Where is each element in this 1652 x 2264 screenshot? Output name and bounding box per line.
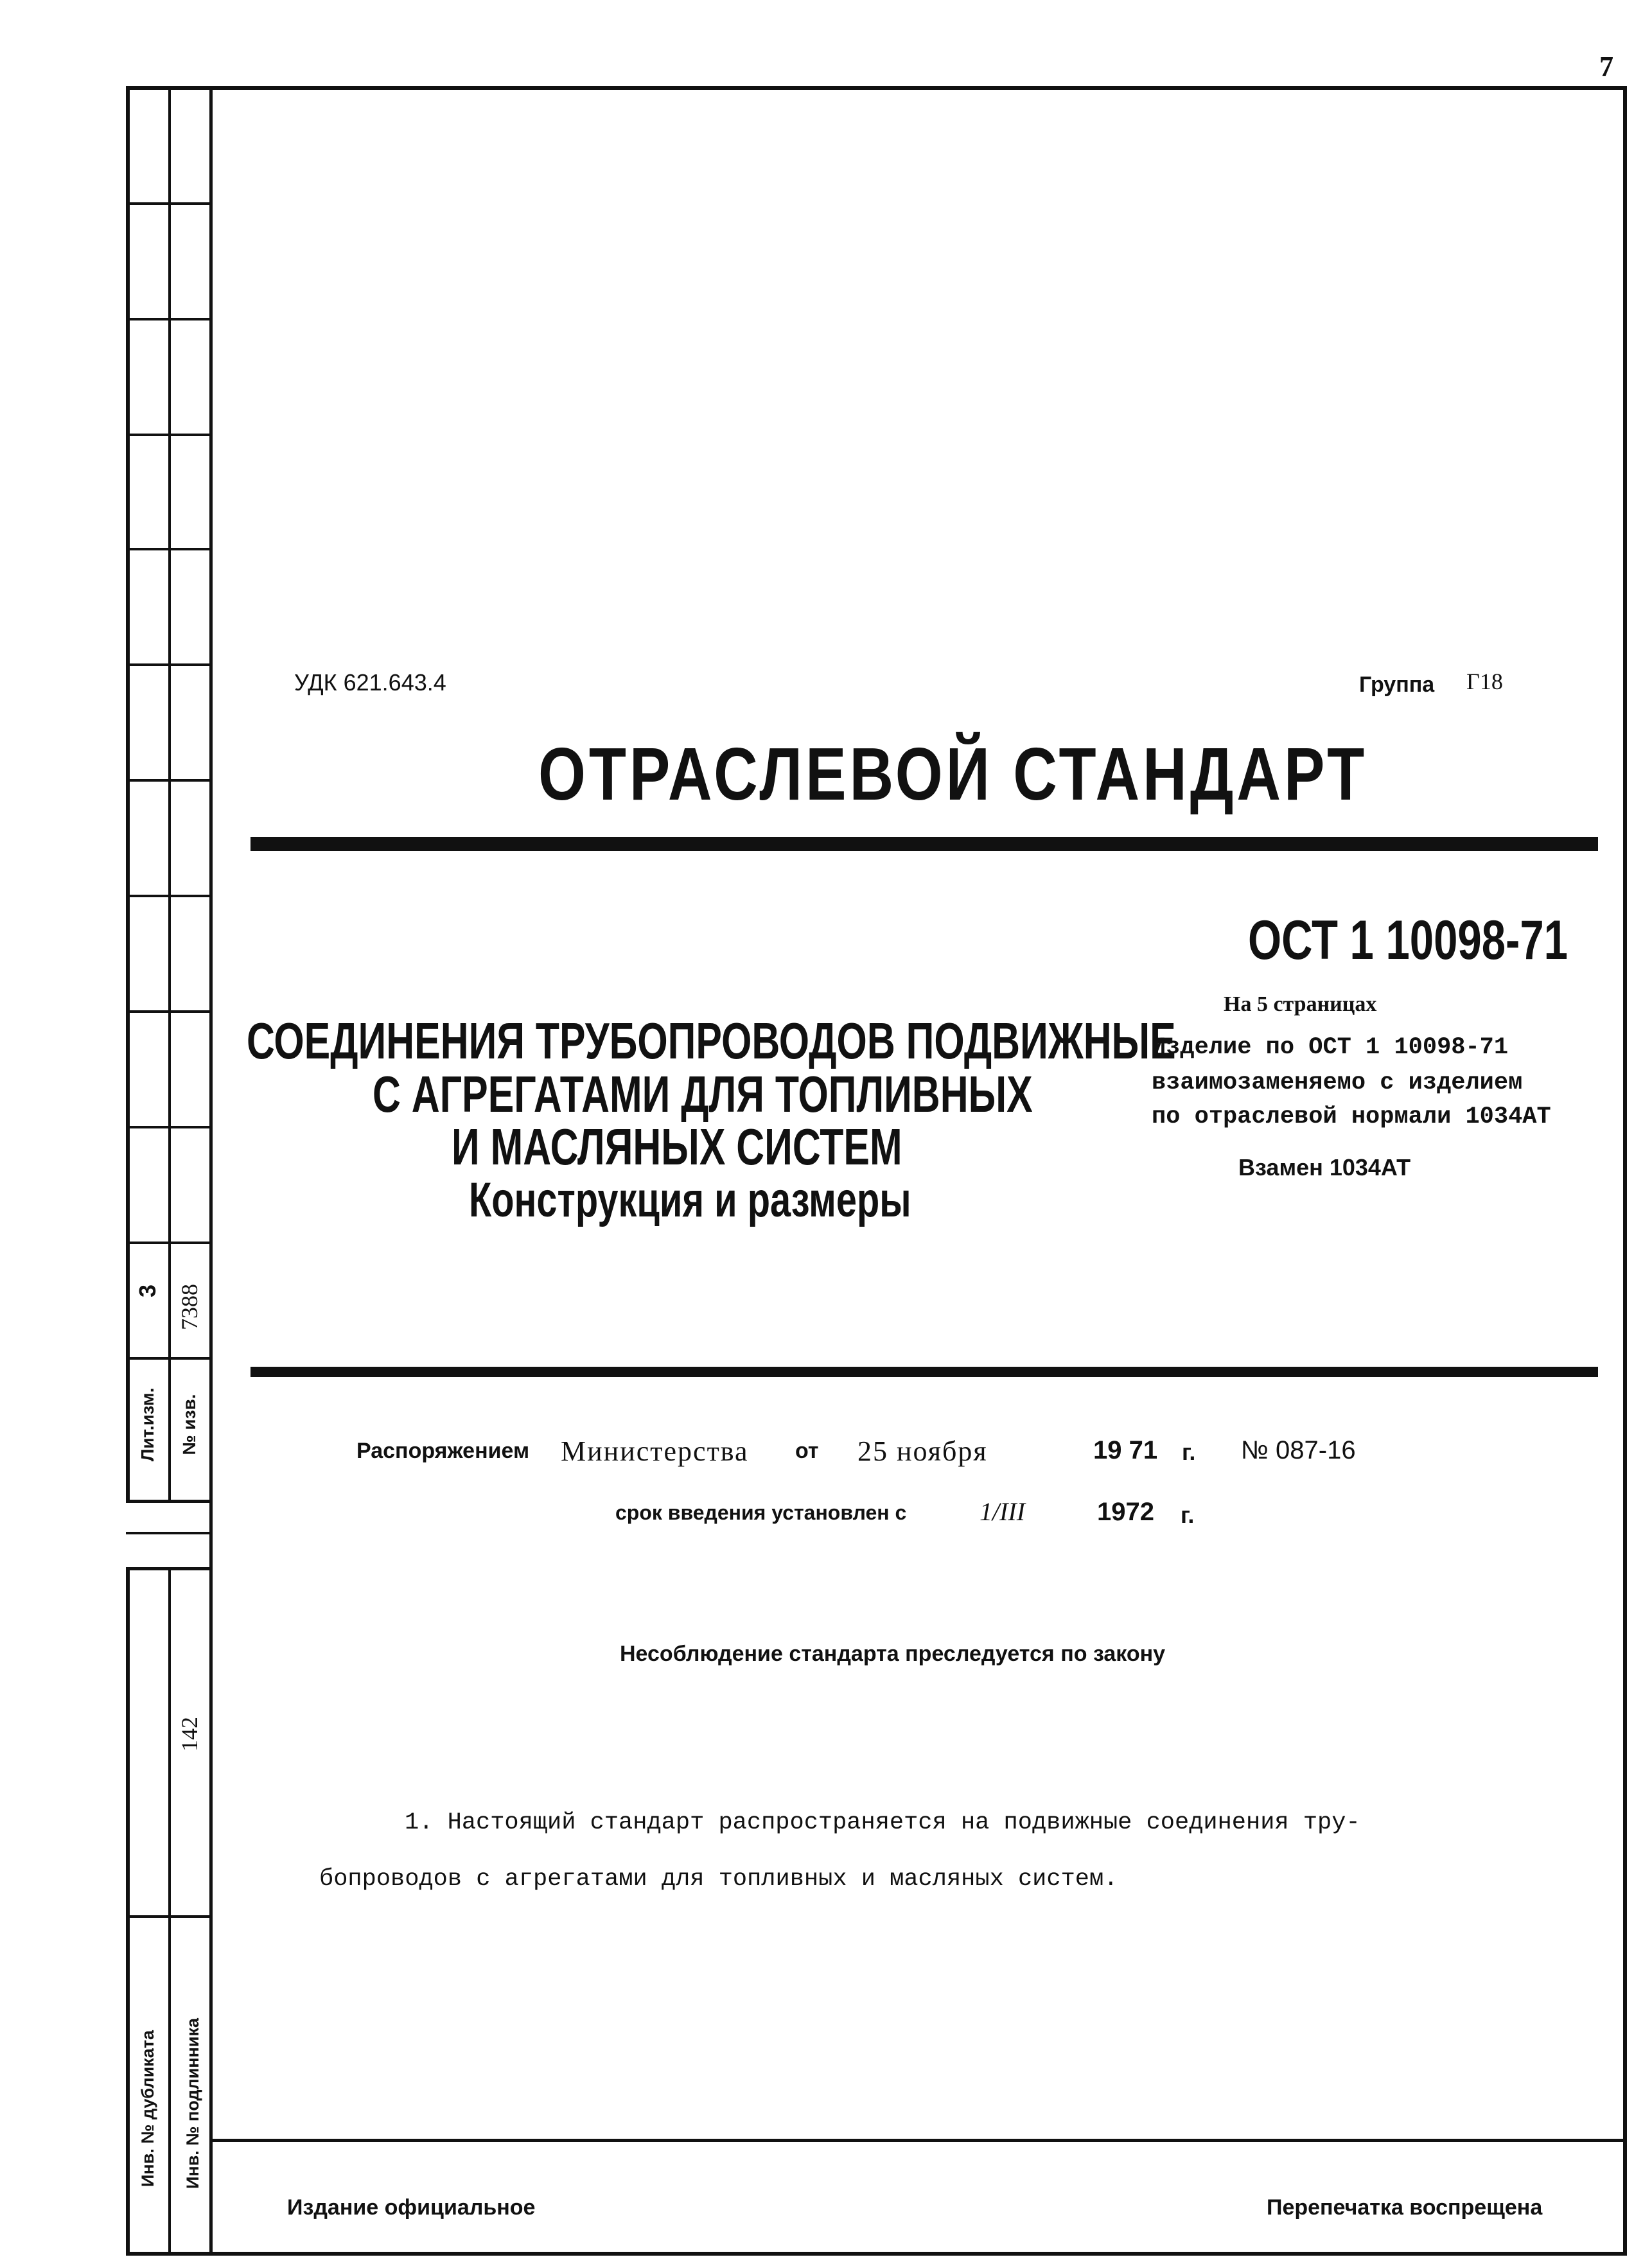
interchange-line-2: взаимозаменяемо с изделием: [1152, 1069, 1523, 1096]
subject-line-3: И МАСЛЯНЫХ СИСТЕМ: [452, 1118, 902, 1175]
inv-podlinnika-label: Инв. № подлинника: [183, 2018, 202, 2189]
strip-row-2: [126, 318, 213, 320]
frame-left: [209, 86, 213, 2256]
lower-strip-row: [126, 1915, 213, 1918]
subject-line-1: СОЕДИНЕНИЯ ТРУБОПРОВОДОВ ПОДВИЖНЫЕ: [247, 1012, 1176, 1069]
interchange-line-1: Изделие по ОСТ 1 10098-71: [1152, 1034, 1509, 1061]
frame-bottom: [126, 2252, 1627, 2256]
subject-subtitle: Конструкция и размеры: [469, 1173, 911, 1227]
strip-row-9: [126, 1126, 213, 1128]
footer-edition: Издание официальное: [287, 2195, 536, 2220]
body-line-2: бопроводов с агрегатами для топливных и масляных систем.: [319, 1866, 1118, 1893]
effective-prefix: срок введения установлен с: [615, 1501, 907, 1524]
inv-dublikata-label: Инв. № дубликата: [138, 2030, 157, 2187]
replaces-label: Взамен 1034АТ: [1238, 1154, 1411, 1180]
strip-left-edge: [126, 86, 130, 1502]
strip-row-3: [126, 434, 213, 436]
order-ministry: Министерства: [561, 1435, 749, 1467]
strip-row-6: [126, 779, 213, 782]
document-title: ОТРАСЛЕВОЙ СТАНДАРТ: [538, 732, 1368, 816]
body-line-1: 1. Настоящий стандарт распространяется на подвижные соединения тру-: [405, 1809, 1360, 1836]
group-label: Группа: [1359, 672, 1435, 697]
subject-line-2: С АГРЕГАТАМИ ДЛЯ ТОПЛИВНЫХ: [373, 1066, 1033, 1123]
frame-top: [126, 86, 1625, 90]
inv-value: 142: [177, 1717, 202, 1751]
pages-count: На 5 страницах: [1224, 992, 1377, 1016]
order-year-suffix: г.: [1182, 1439, 1196, 1465]
standard-code: ОСТ 1 10098-71: [1248, 909, 1568, 971]
strip-mid-line: [168, 86, 171, 1502]
page-number: 7: [1599, 51, 1613, 82]
frame-right: [1623, 86, 1627, 2256]
lower-strip-left-edge: [126, 1567, 130, 2256]
strip-row-10: [126, 1242, 213, 1244]
lit-izm-value: 3: [134, 1284, 161, 1298]
udk-code: УДК 621.643.4: [294, 669, 446, 696]
effective-year: 1972: [1097, 1498, 1154, 1526]
strip-row-12: [126, 1500, 213, 1503]
strip-row-5: [126, 663, 213, 666]
strip-row-7: [126, 895, 213, 897]
strip-row-8: [126, 1010, 213, 1013]
lit-izm-label: Лит.изм.: [137, 1387, 157, 1462]
order-from: от: [795, 1439, 819, 1463]
order-date: 25 ноября: [857, 1435, 988, 1467]
lower-strip-top: [126, 1567, 213, 1570]
order-year: 19 71: [1093, 1436, 1158, 1464]
footer-reprint: Перепечатка воспрещена: [1267, 2195, 1543, 2220]
group-value: Г18: [1466, 669, 1503, 694]
effective-date: 1/III: [980, 1497, 1026, 1526]
no-izv-value: 7388: [177, 1284, 202, 1330]
lower-strip-mid-line: [168, 1567, 171, 2256]
strip-row-11: [126, 1357, 213, 1360]
subject-rule: [250, 1367, 1598, 1377]
strip-row-1: [126, 202, 213, 205]
strip-gap-line: [126, 1532, 213, 1534]
strip-row-4: [126, 548, 213, 550]
legal-warning: Несоблюдение стандарта преследуется по закону: [620, 1642, 1166, 1666]
order-prefix: Распоряжением: [356, 1439, 530, 1463]
footer-divider: [209, 2139, 1627, 2142]
no-izv-label: № изв.: [179, 1394, 199, 1455]
title-rule: [250, 837, 1598, 851]
effective-suffix: г.: [1181, 1502, 1195, 1528]
order-number: № 087-16: [1241, 1436, 1356, 1464]
interchange-line-3: по отраслевой нормали 1034АТ: [1152, 1103, 1551, 1130]
